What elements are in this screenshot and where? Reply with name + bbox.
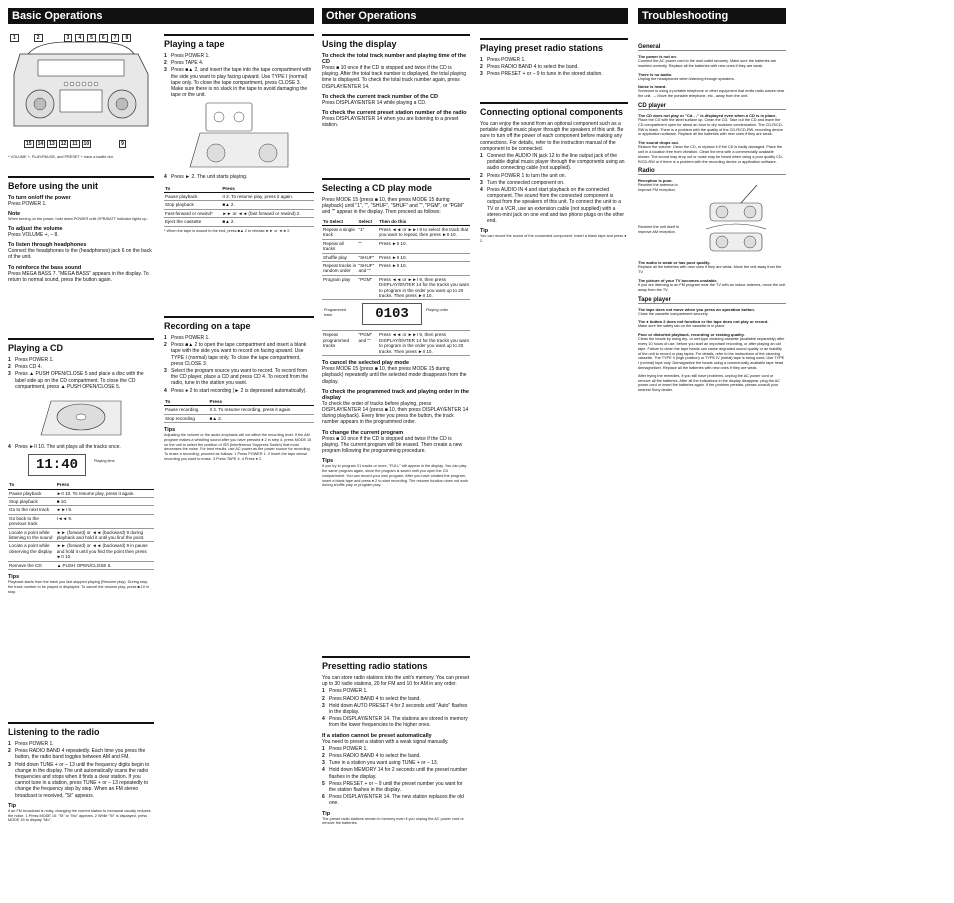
step: 3 Tune in a station you want using TUNE + or – 13. [322,760,439,767]
device-label: 3 [64,34,73,42]
cd-display-figure [8,451,154,481]
recording-table: To Press Pause recording II 2. To resume recording, press it again. Stop recording ■▲ 2. [164,398,314,423]
subheading: To check the current preset station number of the radio [322,110,467,117]
text: Press POWER 1. [8,201,47,207]
step: 4 Press ● 2 to start recording (► 2 is depressed automatically). [164,387,307,394]
tips: If you try to program 21 tracks or more, "FULL" will appear in the display. You can play the same program again, since the program is saved until you open the CD compartment. You can record your own program. After you have created the program, insert a blank tape and press ● 2 to start recording. The resume function does not work during shuffle play or program play. [322,464,469,488]
section-title: Connecting optional components [480,102,628,117]
note: When turning on the power, hold down POWER until OPR/BATT indicator lights up. [8,217,148,222]
remedy: Someone is using a portable telephone or other equipment that emits radio waves near the unit. → Move the portable telephone, etc., away from the unit. [638,89,785,99]
tape-illustration [164,99,314,173]
table-row: Repeat tracks in random order "SHUF" and "" Press ►II 10. [322,262,470,276]
device-label: 12 [60,141,67,147]
device-label: 11 [72,141,78,147]
table-row: Locate a point while listening to the sound ►► (forward) or ◄◄ (backward) 9 during playback and hold it until you find the point. [8,528,154,542]
table-row: Eject the cassette ■▲ 2. [164,218,314,226]
boombox-illustration [8,34,154,152]
footnote: * When the tape is wound to the end, press ■▲ 2 to release ►► or ◄◄ 2. [164,228,291,233]
table-row [322,300,470,331]
step: 4 Hold down MEMORY 14 for 2 seconds until the preset number flashes in the display. [322,767,468,780]
table-row: Go back to the previous track I◄◄ 9. [8,514,154,528]
tips: Playback starts from the track you last stopped playing (Resume play). During stop, the track number to be played is displayed. To cancel the resume play, press ■ 10 in stop. [8,580,150,594]
section-using-display [322,34,470,128]
text: Press VOLUME +, – 8. [8,232,59,238]
step: 1 Press POWER 1. [164,335,210,341]
device-label: 4 [75,34,84,42]
step: 3 Press ▲ PUSH OPEN/CLOSE 5 and place a disc with the label side up on the CD compartment. To close the CD compartment, press ▲ PUSH OPEN/CLOSE 5. [8,371,144,390]
device-label: 2 [34,34,43,42]
step: 1 Press POWER 1. [8,357,54,363]
subheading: Tips [8,574,20,581]
remedy: Reduce the volume. Clean the CD, or replace it if the CD is badly damaged. Place the unit in a location free from vibration. Clean the lens with a commercially available blower. The sound may drop out or noise may be heard when using a poor quality CD-R/CD-RW or if there is a problem with the recording device or application software. [638,145,783,164]
device-label: 13 [49,141,55,147]
section-playing-tape [164,34,314,233]
step: 1 Connect the AUDIO IN jack 12 to the line output jack of the portable digital music player through the components using an audio connecting cable (not supplied). [480,153,625,172]
step: 5 Press PRESET + or – 9 until the preset number you want for the station flashes in the display. [322,780,463,794]
step: 1 Press POWER 1. [164,53,210,59]
section-before-using [8,176,154,283]
device-label: 6 [99,34,108,42]
step: 3 Press ■▲ 2, and insert the tape into the tape compartment with the side you want to play facing upward. Use TYPE I (normal) tape only. To close the tape compartment, press CLOSE 3. Make sure there is no slack in the tape to avoid damaging the tape or the unit. [164,67,312,99]
section-radio [8,722,154,823]
remedy: Clean the heads by using dry- or wet-type cleaning cassette (available separately) after every 10 hours of use, before you start an important recording, or after playing an old tape. Failure to clean the tape heads can cause degraded sound quality or an inability of the unit to record or play tapes. For details, refer to the instructions of the cleaning cassette. The TYPE II (high position) or TYPE IV (metal) tape is being used. Use TYPE I (normal) tape only. Demagnetize the heads using a commercially available tape head demagnetizer. Replace all the batteries with new ones if they are weak. [638,337,785,370]
am-reception-figure [638,223,786,257]
text: Press DISPLAY/ENTER 14 while playing a CD. [322,99,427,106]
step: 2 Press TAPE 4. [164,60,204,67]
text: You can store radio stations into the unit's memory. You can preset up to 30 radio stations, 20 for FM and 10 for AM in any order. [322,675,470,688]
subheading: Tip [480,228,489,235]
subheading: To listen through headphones [8,242,87,249]
step: 2 Press RADIO BAND 4 to select the band. [480,64,579,71]
device-label: 14 [37,141,44,147]
am-reception-illustration [702,223,772,257]
problem: The sound drops out. [638,140,679,146]
table-row: Pause playback ►II 10. To resume play, press it again. [8,489,154,497]
step: 4 Press ► 2. The unit starts playing. [164,174,248,181]
device-caption: * VOLUME +, PLAY/PAUSE, and PRESET + have a tactile dot. [8,155,114,159]
table-row: Stop playback ■▲ 2. [164,201,314,209]
table-row: Repeat all tracks "" Press ►II 10. [322,239,470,253]
device-label: 15 [26,141,32,147]
table-row: Repeat a single track "1" Press ◄◄ or ►►I 9 to select the track that you want to repeat, then press ►II 10. [323,227,469,238]
remedy: Reorient the antenna to improve FM reception. [638,183,678,193]
step: 4 Press DISPLAY/ENTER 14. The stations are stored in memory from the lower frequencies to the higher ones. [322,716,468,729]
device-label: 7 [111,34,120,42]
lcd-right-caption: Playing order [426,308,449,313]
problem: The power is not on. [638,54,677,59]
text: You need to preset a station with a weak signal manually. [322,738,449,745]
section-title: Recording on a tape [164,316,314,331]
subheading: To cancel the selected play mode [322,360,410,367]
table-row: Go to the next track ►►I 9. [8,506,154,514]
step: 4 Press AUDIO IN 4 and start playback on the connected component. The sound from the connected component is output from the speakers of this unit. To connect the unit to a TV or a VCR, use an extension cable (not supplied) with a stereo-mini jack on one end and two phono plugs on the other end. [480,187,625,225]
step: 3 Press PRESET + or – 9 to tune in the stored station. [480,71,603,78]
tape-operations-table: To Press Pause playback II 2. To resume play, press it again. Stop playback ■▲ 2. Fast-forward or rewind* ►► or ◄◄ (fast forward or rewind) 2. Eject the cassette ■▲ 2. [164,185,314,227]
tips: Adjusting the volume or the audio emphasis will not affect the recording level. If the AM program makes a whistling sound after you have pressed ● 2 in step 4, press MODE 15 on the unit to select the position of ISS (Interference Suppress Switch) that most decreases the noise. For best results, use AC power as the power source for recording. To erase a recording, proceed as follows: 1 Press POWER 1. 2 Insert the tape whose recording you want to erase. 3 Press TAPE 4. 4 Press ● 2. [164,433,312,462]
problem: The picture of your TV becomes unstable. [638,277,718,283]
banner-other-operations: Other Operations [322,8,628,24]
subheading: Note [8,211,21,218]
remedy: Place the CD with the label surface up. Clean the CD. Take out the CD and leave the CD compartment open for about an hour to dry moisture condensation. The CD-R/CD-RW is blank. There is a problem with the quality of the CD-R/CD-RW, recording device or application software. Replace all the batteries with new ones if they are weak. [638,117,783,137]
step: 3 Hold down AUTO PRESET 4 for 2 seconds until "Auto" flashes in the display. [322,702,468,716]
table-row: Remove the CD ▲ PUSH OPEN/CLOSE 5. [8,561,154,569]
section-title: Playing a CD [8,338,154,353]
section-title: Selecting a CD play mode [322,178,470,193]
trouble-tape-heading: Tape player [638,297,786,304]
text: Connect the headphones to the (headphones) jack 6 on the back of the unit. [8,248,152,261]
device-labels-top [10,34,131,42]
tip: The preset radio stations remain in memory even if you unplug the AC power cord or remove the batteries. [322,816,464,826]
step: 2 Press RADIO BAND 4 to select the band. [322,695,421,702]
subheading: To turn on/off the power [8,195,71,201]
remedy: Connect the AC power cord to the wall outlet securely. Make sure the batteries are inserted correctly. Replace all the batteries with new ones if they are weak. [638,59,777,68]
remedy: If you are listening to an FM program near the TV with an indoor antenna, move the unit away from the TV. [638,282,786,292]
remedy: Reorient the unit itself to improve AM reception. [638,225,679,235]
device-label: 1 [10,34,19,42]
cd-operations-table: To Press Pause playback ►II 10. To resume play, press it again. Stop playback ■ 10. Go to the next track ►►I 9. Go back to the previous track I◄◄ 9. Locate a point while listening to the sound ►► (forward) or ◄◄ (backward) 9 during playback and hold it until you find the point. Locate a point while observing the display ►► (forward) or ◄◄ (backward) 9 in pause and hold it until you find the point then press ►II 10. Remove the CD ▲ PUSH OPEN/CLOSE 5. [8,481,154,570]
text: Press ■ 10 once if the CD is stopped and twice if the CD is playing. After the total track number is displayed, the total playing time is displayed. To check the total track number again, press DISPLAY/ENTER 14. [322,65,466,90]
section-title: Playing preset radio stations [480,38,628,53]
fm-antenna-figure [638,183,786,223]
section-troubleshooting [638,40,786,393]
step: 2 Press RADIO BAND 4 repeatedly. Each time you press the button, the radio band toggles between AM and FM. [8,748,146,761]
device-diagram [8,34,154,162]
step: 2 Press ■▲ 2 to open the tape compartment and insert a blank tape with the side you want to record on facing upward. Use TYPE I (normal) tape only. To close the tape compartment, press CLOSE 3. [164,342,307,367]
subheading: If a station cannot be preset automatically [322,732,432,739]
banner-basic-operations: Basic Operations [8,8,314,24]
trouble-general-heading: General [638,44,786,51]
play-mode-table: To Select Select Then do this Repeat a single track "1" Press ◄◄ or ►►I 9 to select the track that you want to repeat, then press ►II 10. Repeat all tracks "" Press ►II 10. Shuffle play "SHUF" Press ►II 10. Repeat tracks in random order "SHUF" and "" Press ►II 10. Program play "PGM" Press ◄◄ or ►►I 9, then press DISPLAY/ENTER 14 for the tracks you want to program in the order you want up to 20 tracks. Then press ►II 10. Programmed track 0103 Playing order Repeat programmed tracks "PGM" and "" Press ◄◄ or ►►I 9, then press DISPLAY/ENTER 14 for the tracks you want to program in the order you want up to 20 tracks. Then press ►II 10. [323,218,469,354]
lcd-program: 0103 [362,303,422,325]
text: To check the order of tracks before playing, press DISPLAY/ENTER 14 (press ■ 10, then press DISPLAY/ENTER 14 during playback). Every time you press the button, the track number appears in the programmed order. [322,400,469,426]
step: 3 Hold down TUNE + or – 13 until the frequency digits begin to change in the display. The unit automatically scans the radio frequencies and stops when it finds a clear station. If you cannot tune in a station, press TUNE + or – 13 repeatedly to change the frequency step by step. When an FM stereo broadcast is received, "St" appears. [8,761,150,799]
cd-illustration [8,391,154,443]
device-label: 9 [121,141,124,147]
final-note: After trying the remedies, if you still have problems, unplug the AC power cord or remove all the batteries. After all the indications in the display disappear, plug the AC power cord or insert the batteries again. If the problem persists, please consult your nearest Sony dealer. [638,373,781,393]
problem: The tape does not move when you press an operation button. [638,306,755,312]
section-playing-cd [8,338,154,594]
subheading: Tip [322,810,331,817]
text: Press MEGA BASS 7. "MEGA BASS" appears in the display. To return to normal sound, press the button again. [8,270,149,283]
device-label: 8 [122,34,131,42]
section-presetting-radio [322,656,470,826]
table-row: Stop recording ■▲ 2. [164,414,314,422]
lcd-playing-time: 11:40 [28,454,86,476]
step: 2 Press CD 4. [8,364,42,371]
subheading: To reinforce the bass sound [8,264,82,271]
problem: There is no audio. [638,71,673,77]
table-row: Repeat programmed tracks "PGM" and "" Press ◄◄ or ►►I 9, then press DISPLAY/ENTER 14 for the tracks you want to program in the order you want up to 20 tracks. Then press ►II 10. [323,332,469,354]
device-label: 10 [83,141,90,147]
section-cd-play-mode [322,178,470,488]
subheading: To check the total track number and playing time of the CD [322,53,467,65]
text: Press DISPLAY/ENTER 14 when you are listening to a preset station. [322,116,459,129]
problem: Noise is heard. [638,84,667,90]
table-row: Fast-forward or rewind* ►► or ◄◄ (fast forward or rewind) 2. [164,209,314,217]
trouble-cd-heading: CD player [638,103,786,110]
tip: If an FM broadcast is noisy, changing the current station to monaural usually reduces the noise. 1 Press MODE 15: "St" or "Mo" appears. 2 While "St" is displayed, press MODE 15 to display "Mo". [8,808,151,823]
text: You can enjoy the sound from an optional component such as a portable digital music player through the speakers of this unit. Be sure to turn off the power of each component before making any connections. For details, refer to the instruction manual of the component to be connected. [480,121,624,152]
table-row: Pause playback II 2. To resume play, press it again. [164,193,314,201]
step: 6 Press DISPLAY/ENTER 14. The new station replaces the old one. [322,794,464,807]
step: 2 Press RADIO BAND 4 to select the band. [322,753,421,760]
section-title: Listening to the radio [8,722,154,737]
fm-antenna-illustration [702,183,772,223]
step: 3 Select the program source you want to record. To record from the CD player, place a CD and press CD 4. To record from the radio, tune in the station you want. [164,368,309,387]
remedy: Unplug the headphones when listening through speakers. [638,76,735,81]
subheading: Tip [8,802,17,809]
lcd-left-caption: Programmed track [324,308,346,318]
tip: You can record the sound of the connected component. Insert a blank tape and press ● 2. [480,234,627,244]
trouble-radio-heading: Radio [638,168,786,175]
step: 1 Press POWER 1. [8,741,54,747]
banner-troubleshooting: Troubleshooting [638,8,786,24]
problem: The audio is weak or has poor quality. [638,260,711,266]
step: 1 Press POWER 1. [322,745,368,752]
step: 3 Turn the connected component on. [480,179,565,186]
subheading: To check the current track number of the CD [322,93,439,100]
table-row: Locate a point while observing the display ►► (forward) or ◄◄ (backward) 9 in pause and hold it until you find the point then press ►II 10. [8,542,154,561]
subheading: Tips [322,458,334,465]
subheading: Tips [164,427,176,434]
section-recording-tape [164,316,314,462]
text: Press MODE 15 (press ■ 10, then press MODE 15 during playback) repeatedly until the selected mode disappears from the display. [322,366,467,385]
subheading: To check the programmed track and playing order in the display [322,388,469,401]
lcd-caption: Playing time [94,459,115,464]
step: 1 Press POWER 1. [322,688,368,695]
section-title: Playing a tape [164,34,314,49]
remedy: Replace all the batteries with new ones if they are weak. Move the unit away from the TV. [638,265,782,275]
device-label: 5 [87,34,96,42]
step: 4 Press ►II 10. The unit plays all the tracks once. [8,444,121,451]
text: Press MODE 15 (press ■ 10, then press MODE 15 during playback) until "1", "", "SHUF", "SHUF" and "", "PGM", or "PGM" and "" appear in the display. Then proceed as follows: [322,197,464,216]
problem: Reception is poor. [638,178,673,184]
table-row: Program play "PGM" Press ◄◄ or ►►I 9, then press DISPLAY/ENTER 14 for the tracks you want to program in the order you want up to 20 tracks. Then press ►II 10. [323,276,469,299]
step: 2 Press POWER 1 to turn the unit on. [480,172,566,179]
problem: The CD does not play or "Cd - -" is displayed even when a CD is in place. [638,112,777,118]
section-optional-components [480,102,628,244]
problem: The ● button 2 does not function or the tape does not play or record. [638,319,769,325]
remedy: Make sure the safety tab on the cassette is in place. [638,324,726,329]
subheading: To adjust the volume [8,226,63,232]
subheading: To change the current program [322,429,404,436]
text: Press ■ 10 once if the CD is stopped and twice if the CD is playing. The current program will be erased. Then create a new program following the programming procedure. [322,435,463,454]
table-row: Pause recording II 2. To resume recording, press it again. [164,406,314,414]
section-playing-preset [480,38,628,79]
device-labels-bottom [24,140,126,148]
section-title: Before using the unit [8,176,154,191]
section-title: Presetting radio stations [322,656,470,671]
table-row: Stop playback ■ 10. [8,498,154,506]
section-title: Using the display [322,34,470,49]
table-row: Shuffle play "SHUF" Press ►II 10. [322,253,470,261]
step: 1 Press POWER 1. [480,57,526,63]
problem: Poor or distorted playback, recording or erasing quality. [638,332,745,338]
remedy: Close the cassette compartment securely. [638,311,709,316]
